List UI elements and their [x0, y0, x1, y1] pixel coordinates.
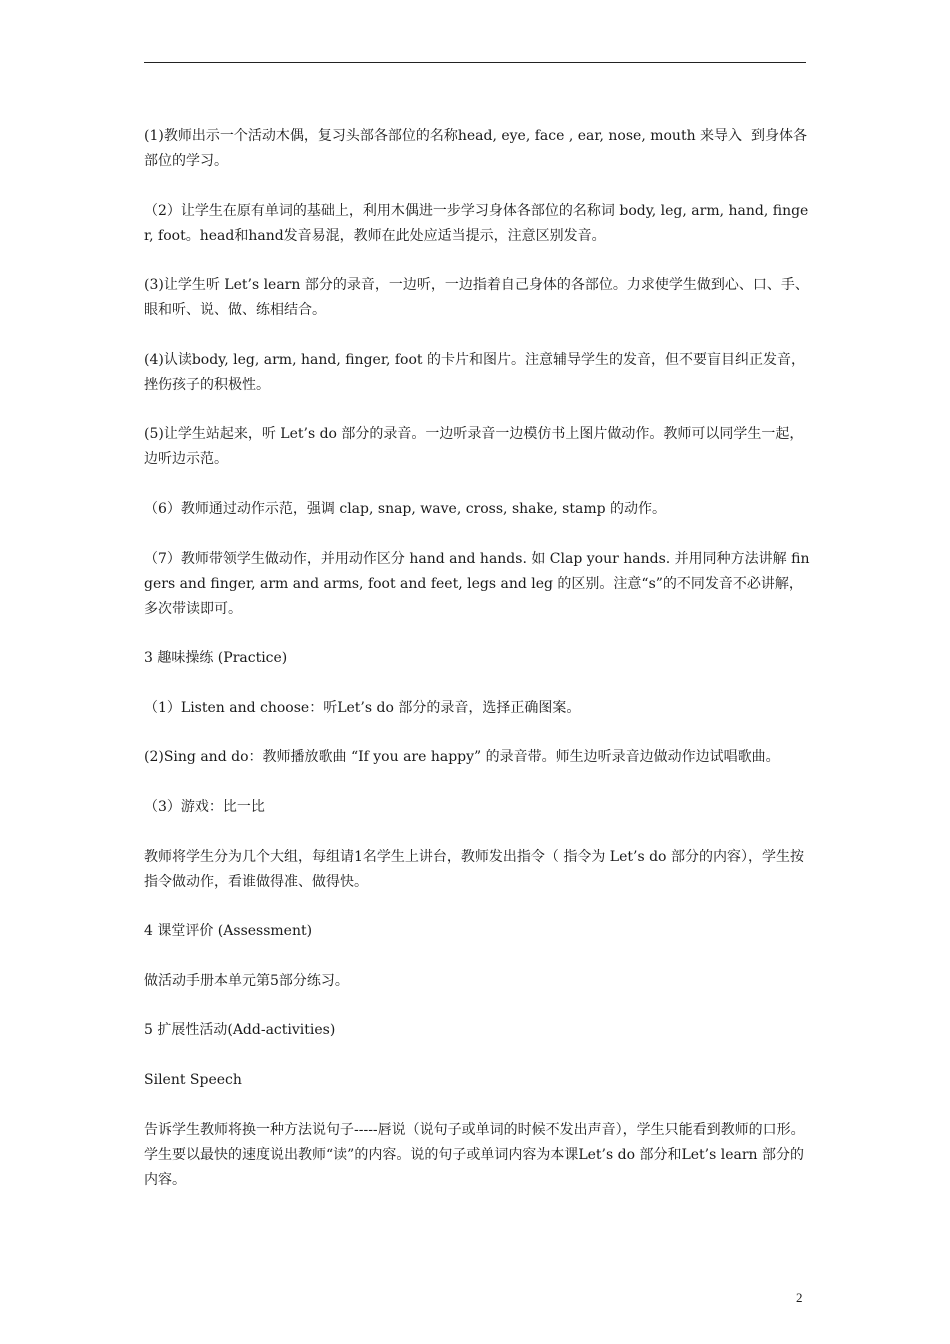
paragraph-step-3: (3)让学生听 Let’s learn 部分的录音，一边听，一边指着自己身体的各部位。力求使学生做到心、口、手、眼和听、说、做、练相结合。 [144, 277, 809, 319]
paragraph-step-2: （2）让学生在原有单词的基础上，利用木偶进一步学习身体各部位的名称词 body, leg, arm, hand, finger, foot。head和hand发音易混，教师在此处应适当提示，注意区别发音。 [144, 202, 809, 244]
paragraph-practice-1: （1）Listen and choose：听Let’s do 部分的录音，选择正确图案。 [144, 699, 581, 716]
paragraph-step-6: （6）教师通过动作示范，强调 clap, snap, wave, cross, shake, stamp 的动作。 [144, 500, 667, 517]
section-heading-add-activities: 5 扩展性活动(Add-activities) [144, 1022, 336, 1039]
paragraph-step-5: (5)让学生站起来，听 Let’s do 部分的录音。一边听录音一边模仿书上图片做动作。教师可以同学生一起，边听边示范。 [144, 426, 804, 468]
paragraph-silent-speech: 告诉学生教师将换一种方法说句子-----唇说（说句子或单词的时候不发出声音），学生只能看到教师的口形。学生要以最快的速度说出教师“读”的内容。说的句子或单词内容为本课Let’s do 部分和Let’s learn 部分的内容。 [144, 1121, 805, 1188]
paragraph-game-description: 教师将学生分为几个大组，每组请1名学生上讲台，教师发出指令（ 指令为 Let’s do 部分的内容），学生按指令做动作，看谁做得准、做得快。 [144, 848, 804, 890]
page-number: 2 [796, 1290, 803, 1305]
section-heading-assessment: 4 课堂评价 (Assessment) [144, 923, 313, 940]
activity-title-silent-speech: Silent Speech [144, 1071, 242, 1088]
header-rule [144, 62, 806, 63]
paragraph-step-7: （7）教师带领学生做动作，并用动作区分 hand and hands. 如 Clap your hands. 并用同种方法讲解 fingers and finger, arm and arms, foot and feet, legs and leg 的区别。注意“s”的不同发音不必讲解，多次带读即可。 [144, 550, 810, 617]
paragraph-practice-2: (2)Sing and do：教师播放歌曲 “If you are happy” 的录音带。师生边听录音边做动作边试唱歌曲。 [144, 749, 780, 766]
paragraph-assessment: 做活动手册本单元第5部分练习。 [144, 972, 349, 989]
document-body [144, 124, 816, 1193]
paragraph-step-4: (4)认读body, leg, arm, hand, finger, foot 的卡片和图片。注意辅导学生的发音，但不要盲目纠正发音，挫伤孩子的积极性。 [144, 351, 805, 393]
paragraph-practice-3: （3）游戏：比一比 [144, 798, 265, 815]
section-heading-practice: 3 趣味操练 (Practice) [144, 650, 288, 667]
paragraph-step-1: (1)教师出示一个活动木偶，复习头部各部位的名称head, eye, face , ear, nose, mouth 来导入 到身体各部位的学习。 [144, 128, 807, 169]
